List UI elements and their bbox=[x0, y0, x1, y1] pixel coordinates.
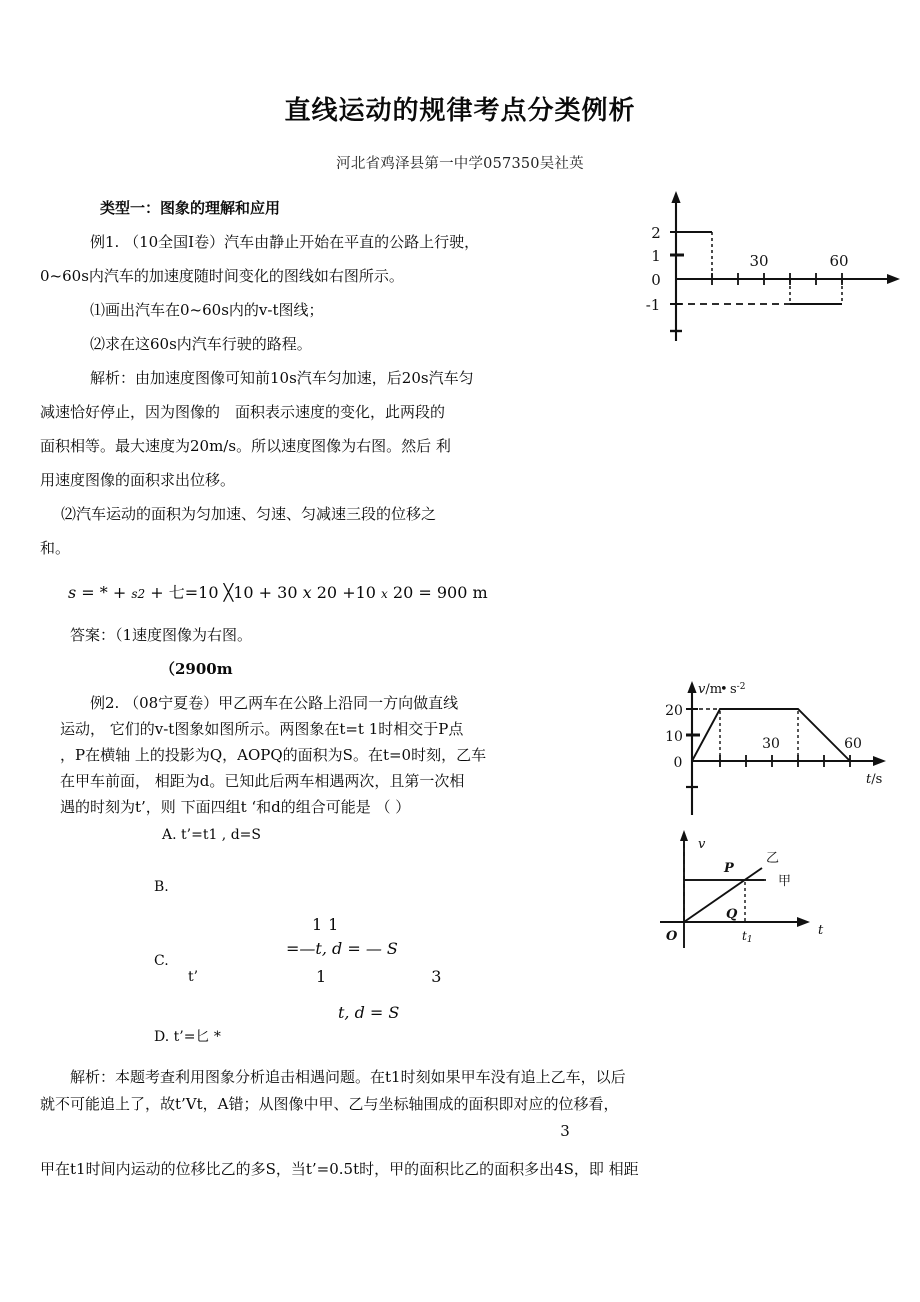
example2-line-2: 运动， 它们的v-t图象如图所示。两图象在t=t 1时相交于P点 bbox=[60, 719, 464, 738]
example1-questions bbox=[60, 293, 530, 395]
svg-text:20: 20 bbox=[665, 702, 683, 719]
example2-analysis-line-1: 解析：本题考查利用图象分析追击相遇问题。在t1时刻如果甲车没有追上乙车，以后 bbox=[70, 1067, 626, 1086]
choice-c-expression: =—t, d = — S bbox=[286, 938, 398, 958]
formula-eq1: = * + bbox=[76, 582, 132, 602]
choice-c-numerators: 11 bbox=[312, 914, 345, 934]
example1-analysis-line-4: 用速度图像的面积求出位移。 bbox=[40, 470, 236, 489]
choice-a[interactable]: A. t’=t1 , d=S bbox=[162, 826, 261, 843]
example1-stem: 例1. （10全国Ⅰ卷）汽车由静止开始在平直的公路上行驶， bbox=[90, 232, 480, 251]
example1-analysis-line-3: 面积相等。最大速度为20m/s。所以速度图像为右图。然后 利 bbox=[40, 436, 451, 455]
svg-text:0: 0 bbox=[673, 754, 683, 771]
svg-text:60: 60 bbox=[829, 251, 849, 270]
choice-d-label: D. t’=匕 * bbox=[154, 1028, 221, 1045]
svg-text:甲: 甲 bbox=[778, 873, 792, 889]
example2-line-3: ，P在横轴 上的投影为Q，AOPQ的面积为S。在t=0时刻，乙车 bbox=[60, 745, 487, 764]
example1-block bbox=[60, 225, 530, 259]
example2-block bbox=[60, 690, 520, 820]
example1-question-1: ⑴画出汽车在0~60s内的v-t图线； bbox=[90, 300, 324, 319]
example1-stem-cont: 0~60s内汽车的加速度随时间变化的图线如右图所示。 bbox=[40, 266, 404, 285]
svg-text:s-2: $s^{-2}$ bbox=[730, 681, 746, 697]
svg-text:•: • bbox=[720, 681, 728, 697]
svg-text:1: 1 bbox=[651, 246, 661, 265]
example2-line-5: 遇的时刻为t’，则 下面四组t ‘和d的组合可能是 （ ） bbox=[60, 797, 411, 816]
formula-eq4: 20 = 900 m bbox=[387, 582, 488, 602]
example1-question-2: ⑵求在这60s内汽车行驶的路程。 bbox=[90, 334, 312, 353]
example1-formula bbox=[68, 579, 856, 608]
svg-text:-1: -1 bbox=[645, 295, 661, 314]
svg-text:O: O bbox=[666, 928, 678, 944]
svg-text:30: 30 bbox=[762, 735, 780, 752]
example1-analysis-line-6: 和。 bbox=[40, 538, 71, 557]
svg-text:Q: Q bbox=[726, 906, 738, 922]
example2-line-4: 在甲车前面， 相距为d。已知此后两车相遇两次，且第一次相 bbox=[60, 771, 465, 790]
svg-text:30: 30 bbox=[749, 251, 769, 270]
choice-d-expression: t, d = S bbox=[338, 1002, 400, 1022]
choice-c-denominators: 1 3 bbox=[316, 966, 492, 986]
figure-velocity-time bbox=[648, 677, 910, 839]
svg-text:10: 10 bbox=[665, 728, 683, 745]
document-body bbox=[40, 179, 883, 1183]
formula-s: s bbox=[68, 582, 77, 602]
formula-x2: x bbox=[381, 586, 388, 601]
example1-analysis-line-1: 解析：由加速度图像可知前10s汽车匀加速，后20s汽车匀 bbox=[90, 368, 474, 387]
choice-c-tprime: t’ bbox=[188, 968, 199, 985]
acceleration-time-svg bbox=[640, 189, 910, 349]
example2-analysis-line-2: 就不可能追上了，故t’Vt，A错；从图像中甲、乙与坐标轴围成的面积即对应的位移看， bbox=[40, 1094, 619, 1113]
stray-page-number: 3 bbox=[560, 1121, 570, 1140]
svg-text:60: 60 bbox=[844, 735, 862, 752]
svg-text:2: 2 bbox=[651, 223, 661, 242]
choice-c-label: C. bbox=[154, 952, 169, 969]
example1-answer-2: （2900m bbox=[160, 659, 233, 678]
svg-text:v/m: v/m bbox=[698, 681, 723, 697]
example1-analysis-line-2: 减速恰好停止，因为图像的 面积表示速度的变化，此两段的 bbox=[40, 402, 446, 421]
byline: 河北省鸡泽县第一中学057350吴社英 bbox=[336, 155, 584, 172]
figure-acceleration-time bbox=[640, 189, 910, 361]
choice-c[interactable] bbox=[40, 900, 856, 996]
example2-line-1: 例2. （08宁夏卷）甲乙两车在公路上沿同一方向做直线 bbox=[90, 693, 459, 712]
section-heading: 类型一：图象的理解和应用 bbox=[100, 198, 281, 217]
example2-analysis bbox=[40, 1064, 780, 1183]
example2-analysis-line-3: 甲在t1时间内运动的位移比乙的多S，当t’=0.5t时，甲的面积比乙的面积多出4S，即 相距 bbox=[40, 1159, 639, 1178]
example1-analysis-line-5: ⑵汽车运动的面积为匀加速、匀速、匀减速三段的位移之 bbox=[61, 504, 437, 523]
example1-answer-1: 答案：（1速度图像为右图。 bbox=[70, 625, 253, 644]
formula-eq3: 20 +10 bbox=[311, 582, 382, 602]
svg-text:t: t bbox=[818, 922, 824, 938]
choice-d[interactable] bbox=[40, 996, 856, 1048]
svg-text:P: P bbox=[724, 860, 734, 876]
svg-text:乙: 乙 bbox=[766, 850, 780, 866]
svg-text:0: 0 bbox=[651, 270, 661, 289]
choice-b[interactable]: B. bbox=[154, 878, 169, 895]
velocity-time-svg bbox=[648, 677, 910, 827]
formula-s2: s2 bbox=[131, 586, 146, 601]
svg-text:t1: t1 bbox=[742, 928, 753, 945]
formula-eq2: + 七=10 ╳10 + 30 bbox=[145, 582, 303, 602]
svg-text:t/s: t/s bbox=[866, 771, 883, 787]
formula-x1: x bbox=[302, 582, 312, 602]
svg-text:v: v bbox=[698, 836, 706, 852]
page-title: 直线运动的规律考点分类例析 bbox=[284, 96, 636, 126]
